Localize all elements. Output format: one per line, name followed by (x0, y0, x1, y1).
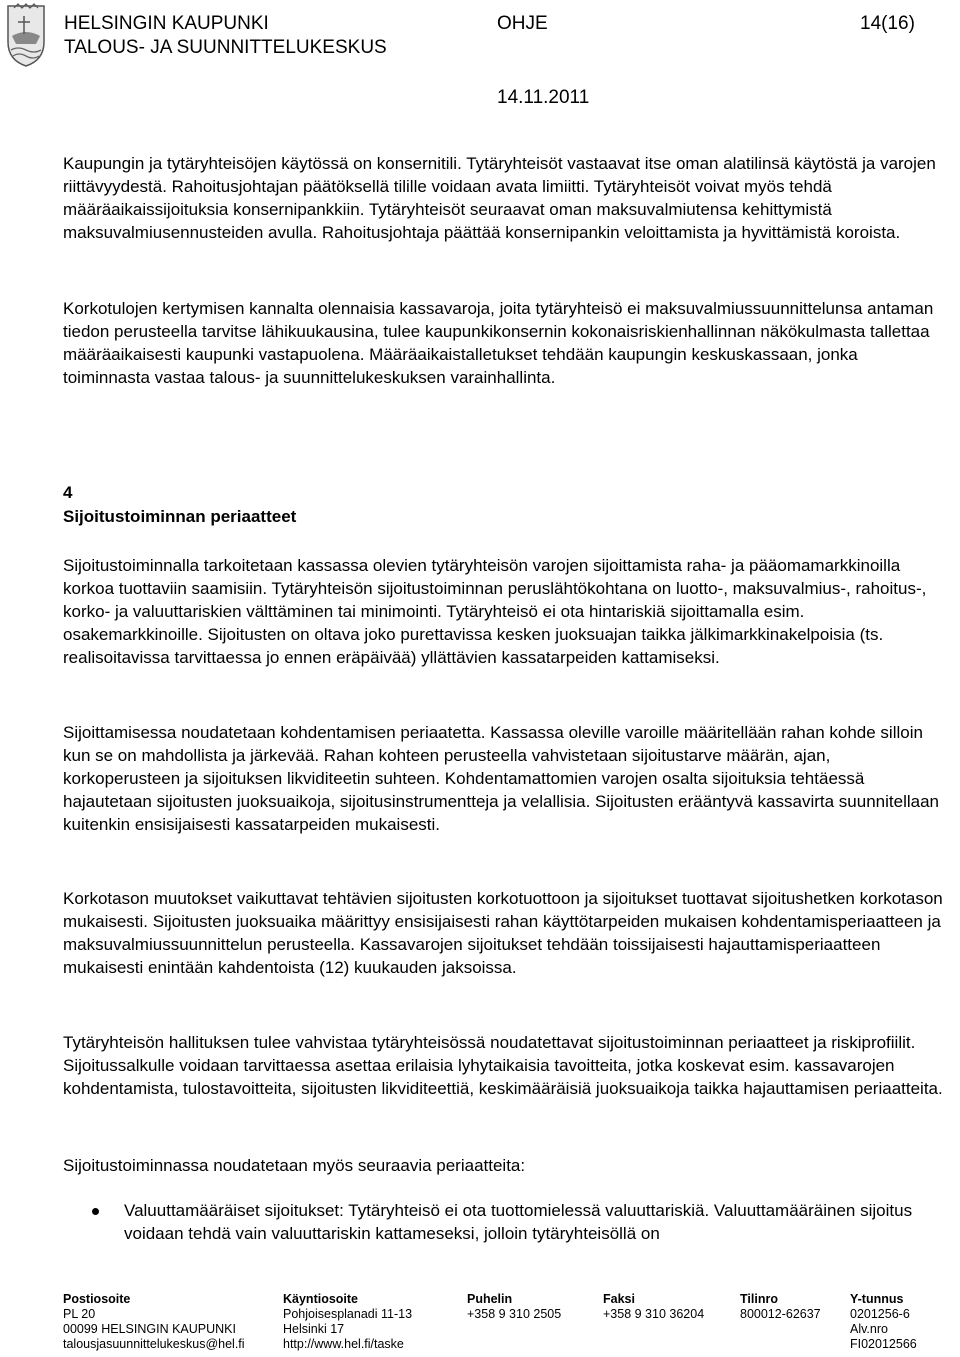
bullet-list (92, 1199, 948, 1245)
paragraph: Tytäryhteisön hallituksen tulee vahvistaa tytäryhteisössä noudatettavat sijoitustoiminnan periaatteet ja riskiprofiilit. Sijoitussalkulle voidaan tarvittaessa asettaa erilaisia lyhytaikaisia tavoitteita, jotka koskevat esim. kassavarojen kohdentamista, tulostavoitteita, sijoitusten likviditeettiä, keskimääräisiä juoksuaikoja taikka hajauttamisen periaatteita. (63, 1033, 943, 1098)
section-number: 4 (63, 483, 73, 502)
paragraph: Korkotulojen kertymisen kannalta olennaisia kassavaroja, joita tytäryhteisö ei maksuvalmiussuunnittelunsa antaman tiedon perusteella tarvitse lähikuukausina, tulee kaupunkikonsernin kokonaisriskienhallinnan näkökulmasta tallettaa määräaikaisesti kaupunki vastapuolena. Määräaikaistalletukset tehdään kaupungin keskuskassaan, jonka toiminnasta vastaa talous- ja suunnittelukeskuksen varainhallinta. (63, 299, 934, 387)
city-crest-logo (4, 2, 48, 68)
paragraph: Kaupungin ja tytäryhteisöjen käytössä on konsernitili. Tytäryhteisöt vastaavat itse oman alatilinsä käytöstä ja varojen riittävyydestä. Rahoitusjohtajan päätöksellä tilille voidaan avata limiitti. Tytäryhteisöt voivat myös tehdä määräaikaissijoituksia konsernipankkiin. Tytäryhteisöt seuraavat oman maksuvalmiutensa kehittymistä maksuvalmiusennusteiden avulla. Rahoitusjohtaja päättää konsernipankin veloittamista ja hyvittämistä koroista. (63, 154, 936, 242)
footer-email[interactable]: talousjasuunnittelukeskus@hel.fi (63, 1337, 245, 1351)
paragraph: Sijoitustoiminnassa noudatetaan myös seuraavia periaatteita: (63, 1156, 526, 1175)
footer-account-number: Tilinro 800012-62637 (740, 1292, 821, 1321)
header-organization: HELSINGIN KAUPUNKI (64, 13, 269, 34)
bullet-icon (92, 1208, 99, 1215)
footer-postal-address: Postiosoite PL 20 00099 HELSINGIN KAUPUNKI talousjasuunnittelukeskus@hel.fi (63, 1292, 245, 1351)
list-item: Valuuttamääräiset sijoitukset: Tytäryhteisö ei ota tuottomielessä valuuttariskiä. Valuuttamääräinen sijoitus voidaan tehdä vain valuuttariskin kattameseksi, jolloin tytäryhteisöllä on (92, 1199, 948, 1245)
footer-visiting-address: Käyntiosoite Pohjoisesplanadi 11-13 Helsinki 17 http://www.hel.fi/taske (283, 1292, 413, 1351)
section-title: Sijoitustoiminnan periaatteet (63, 507, 297, 526)
footer-website-link[interactable]: http://www.hel.fi/taske (283, 1337, 404, 1351)
footer-phone: Puhelin +358 9 310 2505 (467, 1292, 562, 1321)
paragraph: Sijoitustoiminnalla tarkoitetaan kassassa olevien tytäryhteisön varojen sijoittamista raha- ja pääomamarkkinoilla korkoa tuottaviin saamisiin. Tytäryhteisön sijoitustoiminnan peruslähtökohtana on luotto-, maksuvalmius-, rahoitus-, korko- ja valuuttariskien välttäminen tai minimointi. Tytäryhteisö ei ota hintariskiä sijoittamalla esim. osakemarkkinoille. Sijoitusten on oltava joko purettavissa kesken juoksuajan taikka jälkimarkkinakelpoisia (ts. realisoitavissa tarvittaessa jo ennen eräpäivää) yllättävien kassatarpeiden kattamiseksi. (63, 556, 927, 667)
section-heading (63, 481, 296, 529)
paragraph: Sijoittamisessa noudatetaan kohdentamisen periaatetta. Kassassa oleville varoille määritellään rahan kohde silloin kun se on mahdollista ja järkevää. Rahan kohteen perusteella vahvistetaan sijoitustarve määrän, ajan, korkoperusteen ja sijoituksen likviditeetin suhteen. Kohdentamattomien varojen osalta sijoituksia tehtäessä hajautetaan sijoitusten juoksuaikoja, sijoitusinstrumentteja ja velallisia. Sijoitusten erääntyvä kassavirta suunnitellaan kuitenkin ensisijaisesti kassatarpeiden mukaisesti. (63, 723, 939, 834)
page-number: 14(16) (860, 13, 915, 34)
document-date: 14.11.2011 (497, 87, 590, 108)
header-unit: TALOUS- JA SUUNNITTELUKESKUS (64, 37, 387, 58)
footer-fax: Faksi +358 9 310 36204 (603, 1292, 705, 1321)
footer-business-id: Y-tunnus 0201256-6 Alv.nro FI02012566 (850, 1292, 917, 1351)
document-type: OHJE (497, 13, 548, 34)
paragraph: Korkotason muutokset vaikuttavat tehtävien sijoitusten korkotuottoon ja sijoitukset tuottavat sijoitushetken korkotason mukaisesti. Sijoitusten juoksuaika määrittyy ensisijaisesti rahan käyttötarpeiden mukaisen kohdentamisperiaatteen ja maksuvalmiussuunnittelun perusteella. Kassavarojen sijoitukset tehdään toissijaisesti hajauttamisperiaatteen mukaisesti enintään kahdentoista (12) kuukauden jaksoissa. (63, 889, 943, 977)
